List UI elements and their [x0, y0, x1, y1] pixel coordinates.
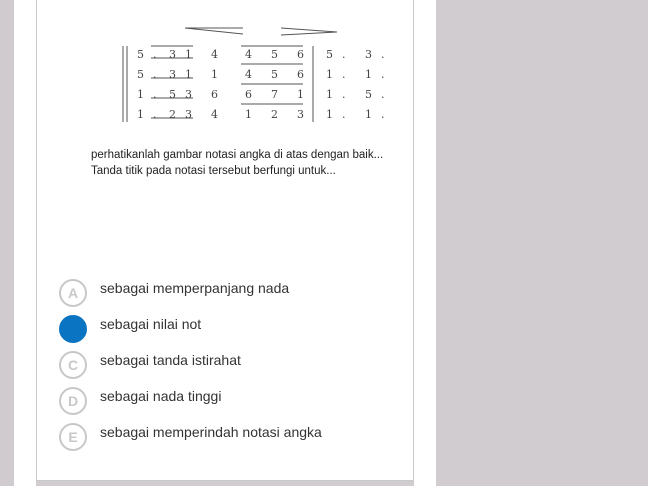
notation-symbol: . [381, 88, 385, 101]
notation-symbol: 5 [137, 48, 144, 61]
option-e[interactable] [59, 423, 389, 453]
notation-symbol: . [342, 68, 346, 81]
option-a[interactable] [59, 279, 389, 309]
right-gutter [414, 0, 436, 486]
notation-symbol: . [153, 68, 157, 81]
notation-symbol: 1 [297, 88, 304, 101]
option-b[interactable] [59, 315, 389, 345]
notation-symbol: 5 [271, 48, 278, 61]
notation-symbol: 2 [169, 108, 176, 121]
notation-symbol: 3 [297, 108, 304, 121]
notation-symbol: . [342, 88, 346, 101]
notation-symbol: 1 [326, 68, 333, 81]
option-a-label[interactable]: sebagai memperpanjang nada [100, 280, 290, 296]
notation-symbol: 6 [297, 68, 304, 81]
notation-symbol: 1 [365, 108, 372, 121]
notation-symbol: 3 [169, 68, 176, 81]
notation-symbol: 1 [211, 68, 218, 81]
notation-symbol: . [381, 48, 385, 61]
notation-symbol: 5 [137, 68, 144, 81]
notation-symbol: 3 [185, 88, 192, 101]
notation-symbol: . [153, 48, 157, 61]
option-c-label[interactable]: sebagai tanda istirahat [100, 352, 241, 368]
option-d-badge[interactable]: D [59, 387, 87, 415]
notation-symbol: 1 [326, 88, 333, 101]
notation-symbol: 4 [211, 108, 218, 121]
option-d-label[interactable]: sebagai nada tinggi [100, 388, 222, 404]
notation-symbol: 5 [326, 48, 333, 61]
notation-symbol: 2 [271, 108, 278, 121]
notation-symbol: 4 [245, 68, 252, 81]
option-c[interactable] [59, 351, 389, 381]
notation-symbol: . [153, 108, 157, 121]
option-a-badge[interactable]: A [59, 279, 87, 307]
background-strip [0, 0, 14, 486]
notation-symbol: 4 [245, 48, 252, 61]
notation-symbol: 3 [365, 48, 372, 61]
notation-symbol: . [381, 68, 385, 81]
notation-symbol: 6 [211, 88, 218, 101]
question-text [91, 147, 421, 179]
option-e-badge[interactable]: E [59, 423, 87, 451]
notation-symbol: 4 [211, 48, 218, 61]
question-line-2: Tanda titik pada notasi tersebut berfungi untuk... [91, 165, 336, 177]
notation-symbol: 1 [185, 48, 192, 61]
notation-symbol: 7 [271, 88, 278, 101]
notation-symbol: 1 [137, 88, 144, 101]
notation-row [85, 48, 385, 66]
notation-symbol: 1 [245, 108, 252, 121]
number-notation-image [85, 22, 385, 124]
notation-symbol: . [342, 48, 346, 61]
question-card [36, 0, 414, 481]
option-e-label[interactable]: sebagai memperindah notasi angka [100, 424, 322, 440]
notation-symbol: 1 [365, 68, 372, 81]
notation-row [85, 68, 385, 86]
notation-symbol: 5 [271, 68, 278, 81]
notation-symbol: 1 [185, 68, 192, 81]
option-b-label[interactable]: sebagai nilai not [100, 316, 202, 332]
option-b-badge[interactable]: B [59, 315, 87, 343]
left-gutter [14, 0, 36, 486]
notation-symbol: 6 [297, 48, 304, 61]
notation-symbol: . [381, 108, 385, 121]
notation-symbol: 3 [169, 48, 176, 61]
option-d[interactable] [59, 387, 389, 417]
notation-row [85, 108, 385, 126]
notation-symbol: . [153, 88, 157, 101]
notation-symbol: 5 [169, 88, 176, 101]
notation-symbol: 5 [365, 88, 372, 101]
notation-symbol: . [342, 108, 346, 121]
notation-symbol: 6 [245, 88, 252, 101]
notation-row [85, 88, 385, 106]
option-c-badge[interactable]: C [59, 351, 87, 379]
notation-symbol: 1 [137, 108, 144, 121]
notation-symbol: 3 [185, 108, 192, 121]
notation-symbol: 1 [326, 108, 333, 121]
question-line-1: perhatikanlah gambar notasi angka di atas dengan baik... [91, 149, 384, 161]
